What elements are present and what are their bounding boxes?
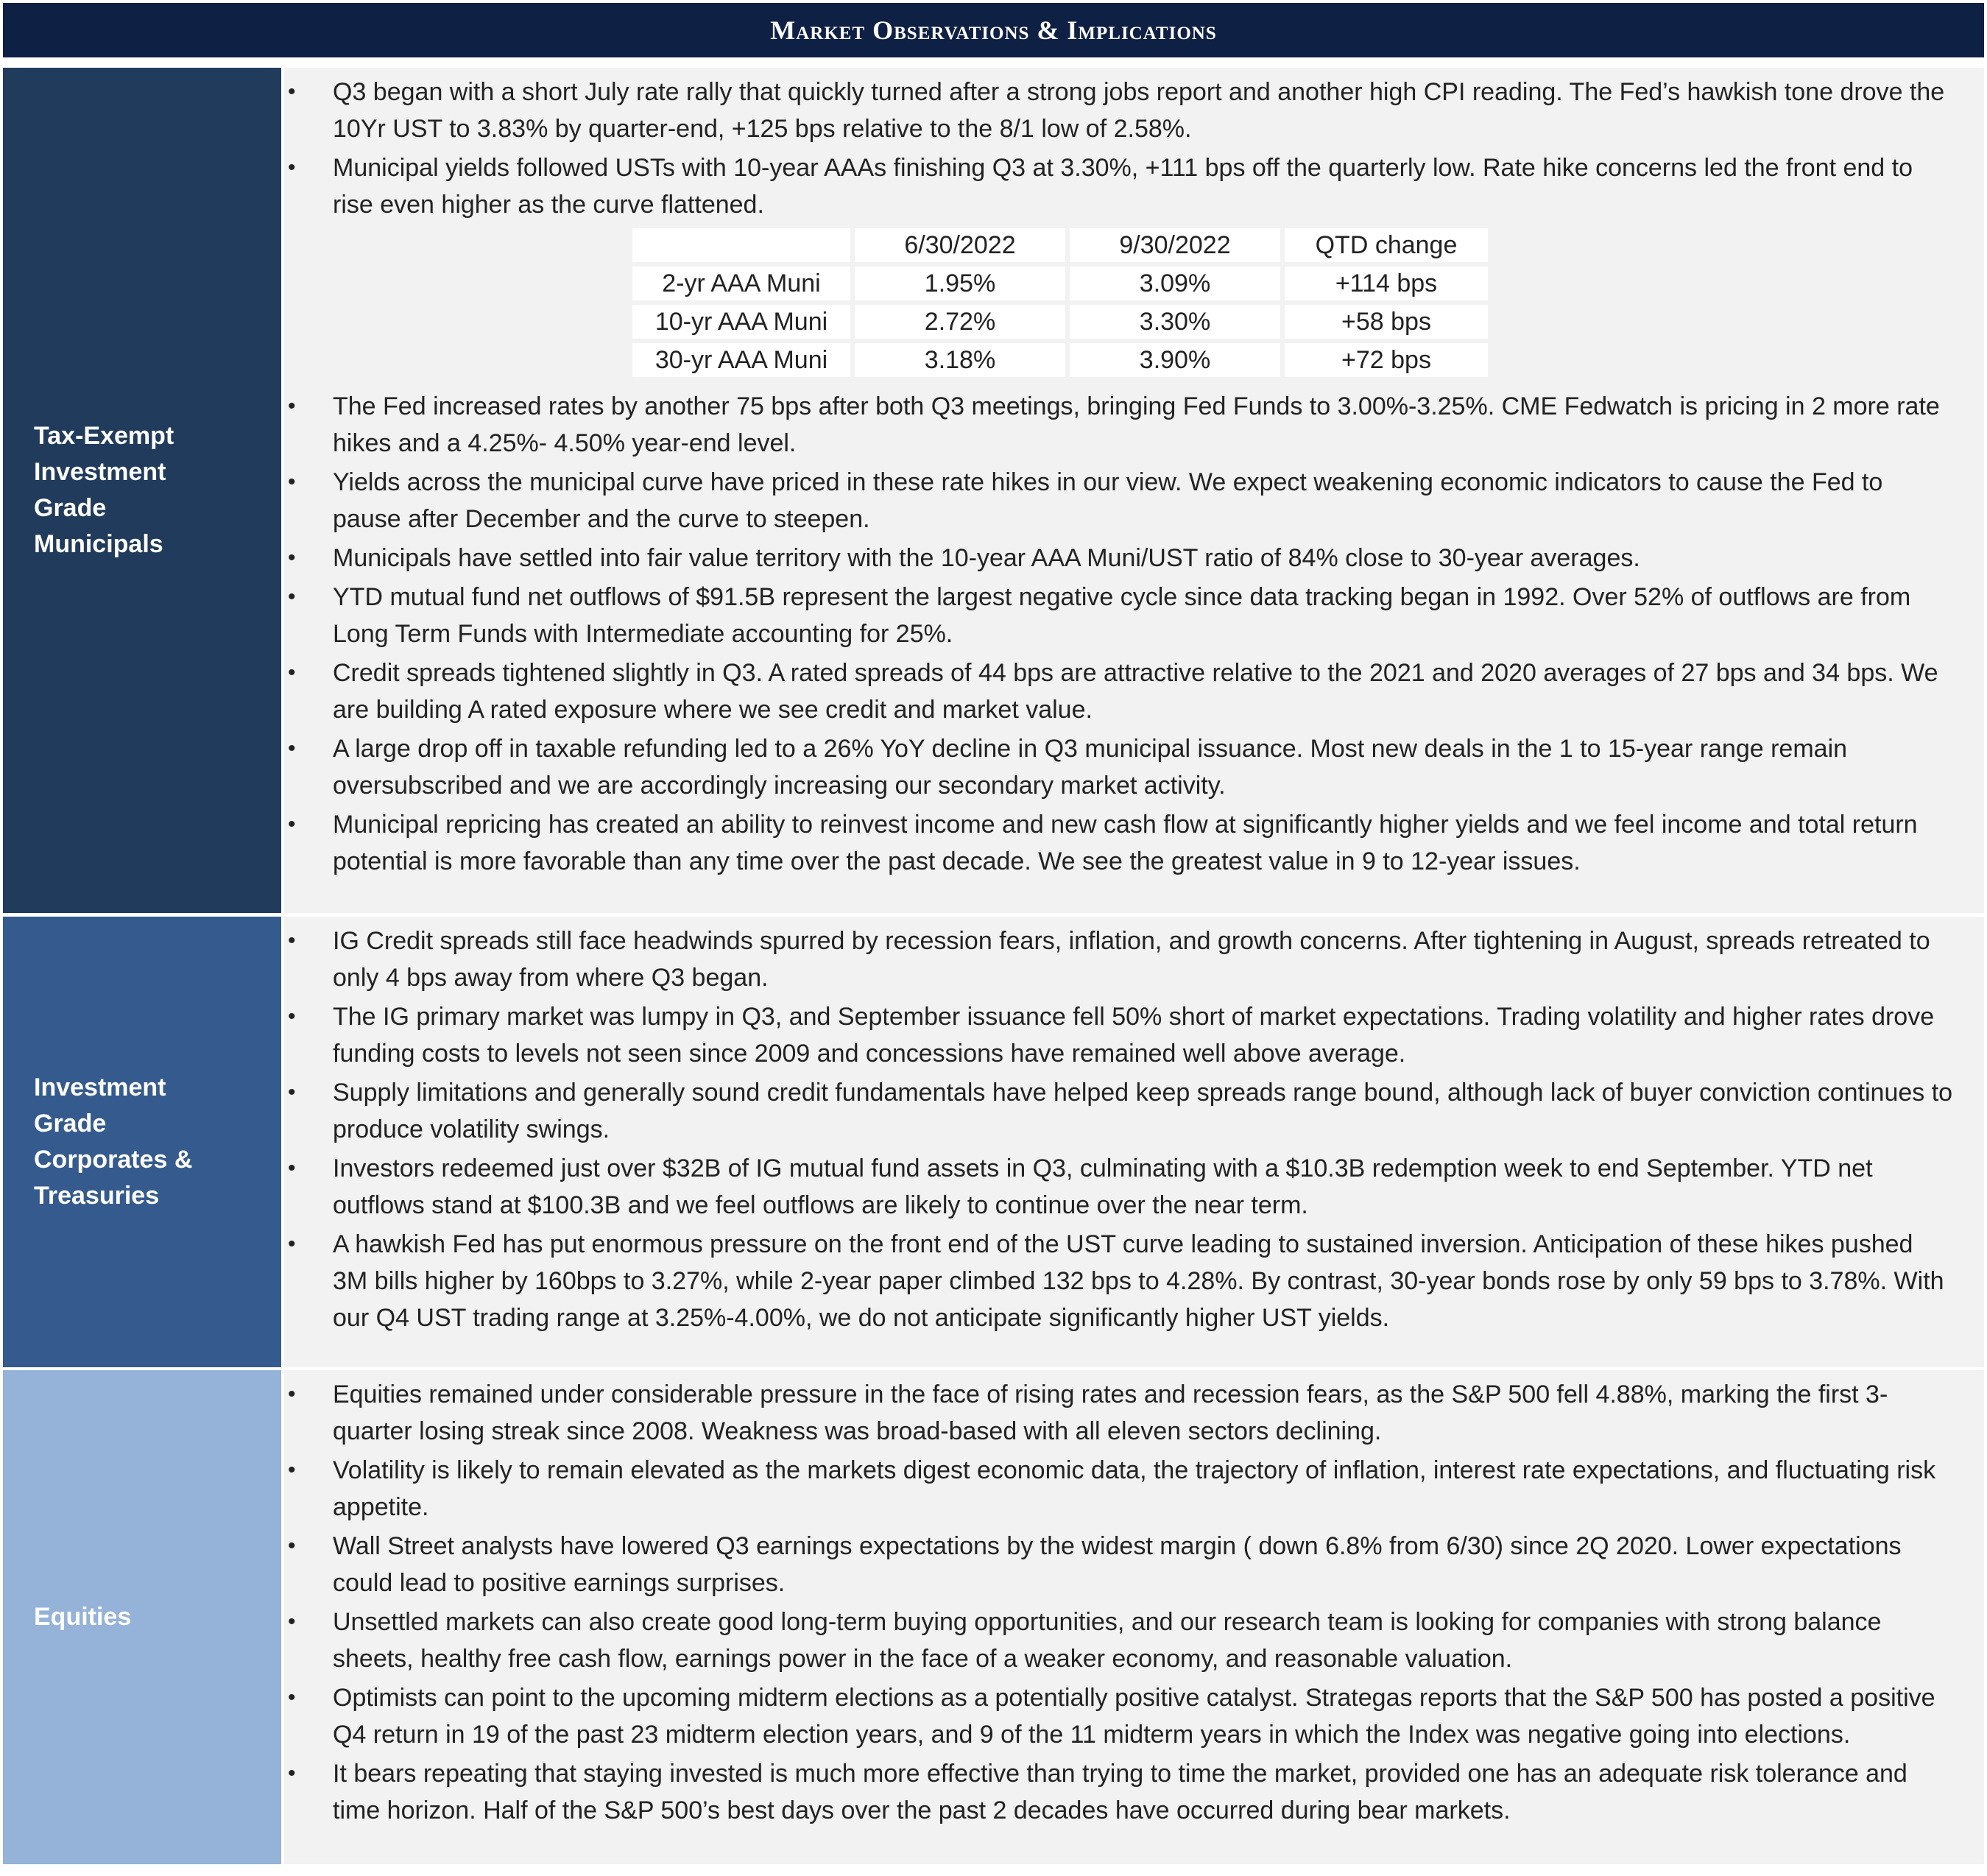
muni-yield-table: [630, 226, 1490, 379]
bullet-item: • Supply limitations and generally sound credit fundamentals have helped keep spreads range bound, although lack of buyer conviction continues to produce volatility swings.: [284, 1074, 1955, 1148]
table-cell: 3.30%: [1067, 303, 1282, 341]
bullet-item: • Wall Street analysts have lowered Q3 earnings expectations by the widest margin ( down 6.8% from 6/30) since 2Q 2020. Lower expectations could lead to positive earnings surprises.: [284, 1528, 1955, 1601]
table-cell: 1.95%: [853, 264, 1067, 303]
bullet-item: • Equities remained under considerable pressure in the face of rising rates and recession fears, as the S&P 500 fell 4.88%, marking the first 3-quarter losing streak since 2008. Weakness was broad-based with all eleven sectors declining.: [284, 1376, 1955, 1450]
section-equities: [3, 1370, 1984, 1864]
bullet-list: [284, 1376, 1955, 1829]
section-corporates: [3, 917, 1984, 1367]
table-cell: 3.18%: [853, 341, 1067, 379]
section-content-municipals: [284, 68, 1984, 913]
table-header-cell: 6/30/2022: [853, 226, 1067, 264]
bullet-item: • Q3 began with a short July rate rally that quickly turned after a strong jobs report and another high CPI reading. The Fed’s hawkish tone drove the 10Yr UST to 3.83% by quarter-end, +125 bps relative to the 8/1 low of 2.58%.: [284, 74, 1955, 147]
bullet-item: • Municipals have settled into fair value territory with the 10-year AAA Muni/UST ratio of 84% close to 30-year averages.: [284, 540, 1955, 576]
table-header-cell: QTD change: [1282, 226, 1490, 264]
table-cell: 2-yr AAA Muni: [630, 264, 853, 303]
bullet-item: • YTD mutual fund net outflows of $91.5B represent the largest negative cycle since data tracking began in 1992. Over 52% of outflows are from Long Term Funds with Intermediate accounting for 25%.: [284, 579, 1955, 652]
section-label-text: Tax-Exempt Investment Grade Municipals: [34, 422, 174, 558]
bullet-item: • Municipal yields followed USTs with 10-year AAAs finishing Q3 at 3.30%, +111 bps off the quarterly low. Rate hike concerns led the front end to rise even higher as the curve flattened.: [284, 149, 1955, 223]
section-label-equities: [3, 1370, 281, 1864]
bullet-item: • Municipal repricing has created an ability to reinvest income and new cash flow at significantly higher yields and we feel income and total return potential is more favorable than any time over the past decade. We see the greatest value in 9 to 12-year issues.: [284, 806, 1955, 880]
section-content-equities: [284, 1370, 1984, 1864]
table-header-cell: [630, 226, 853, 264]
bullet-item: • Investors redeemed just over $32B of IG mutual fund assets in Q3, culminating with a $10.3B redemption week to end September. YTD net outflows stand at $100.3B and we feel outflows are likely to continue over the near term.: [284, 1150, 1955, 1224]
table-cell: 2.72%: [853, 303, 1067, 341]
table-row: [630, 341, 1490, 379]
bullet-item: • A large drop off in taxable refunding led to a 26% YoY decline in Q3 municipal issuance. Most new deals in the 1 to 15-year range remain oversubscribed and we are accordingly increasing our secondary market activity.: [284, 730, 1955, 804]
section-municipals: [3, 68, 1984, 913]
table-header-row: [630, 226, 1490, 264]
table-header-cell: 9/30/2022: [1067, 226, 1282, 264]
bullet-item: • Optimists can point to the upcoming midterm elections as a potentially positive catalyst. Strategas reports that the S&P 500 has posted a positive Q4 return in 19 of the past 23 midterm election years, and 9 of the 11 midterm years in which the Index was negative going into elections.: [284, 1679, 1955, 1753]
table-cell: +72 bps: [1282, 341, 1490, 379]
bullet-item: • The IG primary market was lumpy in Q3, and September issuance fell 50% short of market expectations. Trading volatility and higher rates drove funding costs to levels not seen since 2009 and concessions have remained well above average.: [284, 998, 1955, 1072]
section-label-text: Investment Grade Corporates & Treasuries: [34, 1073, 193, 1210]
bullet-list: [284, 74, 1955, 223]
bullet-list: [284, 923, 1955, 1336]
table-cell: 3.09%: [1067, 264, 1282, 303]
section-label-text: Equities: [34, 1603, 132, 1631]
bullet-item: • IG Credit spreads still face headwinds spurred by recession fears, inflation, and growth concerns. After tightening in August, spreads retreated to only 4 bps away from where Q3 began.: [284, 923, 1955, 996]
table-row: [630, 264, 1490, 303]
bullet-item: • A hawkish Fed has put enormous pressure on the front end of the UST curve leading to sustained inversion. Anticipation of these hikes pushed 3M bills higher by 160bps to 3.27%, while 2-year paper climbed 132 bps to 4.28%. By contrast, 30-year bonds rose by only 59 bps to 3.78%. With our Q4 UST trading range at 3.25%-4.00%, we do not anticipate significantly higher UST yields.: [284, 1226, 1955, 1336]
table-cell: +58 bps: [1282, 303, 1490, 341]
section-content-corporates: [284, 917, 1984, 1367]
bullet-item: • It bears repeating that staying invested is much more effective than trying to time the market, provided one has an adequate risk tolerance and time horizon. Half of the S&P 500’s best days over the past 2 decades have occurred during bear markets.: [284, 1755, 1955, 1829]
table-cell: +114 bps: [1282, 264, 1490, 303]
bullet-list: [284, 388, 1955, 880]
table-row: [630, 303, 1490, 341]
bullet-item: • The Fed increased rates by another 75 bps after both Q3 meetings, bringing Fed Funds to 3.00%-3.25%. CME Fedwatch is pricing in 2 more rate hikes and a 4.25%- 4.50% year-end level.: [284, 388, 1955, 462]
table-cell: 3.90%: [1067, 341, 1282, 379]
bullet-item: • Yields across the municipal curve have priced in these rate hikes in our view. We expect weakening economic indicators to cause the Fed to pause after December and the curve to steepen.: [284, 464, 1955, 537]
table-cell: 30-yr AAA Muni: [630, 341, 853, 379]
section-label-corporates: [3, 917, 281, 1367]
page-title: Market Observations & Implications: [3, 3, 1984, 57]
table-cell: 10-yr AAA Muni: [630, 303, 853, 341]
section-label-municipals: [3, 68, 281, 913]
bullet-item: • Volatility is likely to remain elevated as the markets digest economic data, the trajectory of inflation, interest rate expectations, and fluctuating risk appetite.: [284, 1452, 1955, 1526]
bullet-item: • Unsettled markets can also create good long-term buying opportunities, and our research team is looking for companies with strong balance sheets, healthy free cash flow, earnings power in the face of a weaker economy, and reasonable valuation.: [284, 1604, 1955, 1677]
bullet-item: • Credit spreads tightened slightly in Q3. A rated spreads of 44 bps are attractive relative to the 2021 and 2020 averages of 27 bps and 34 bps. We are building A rated exposure where we see credit and market value.: [284, 655, 1955, 728]
